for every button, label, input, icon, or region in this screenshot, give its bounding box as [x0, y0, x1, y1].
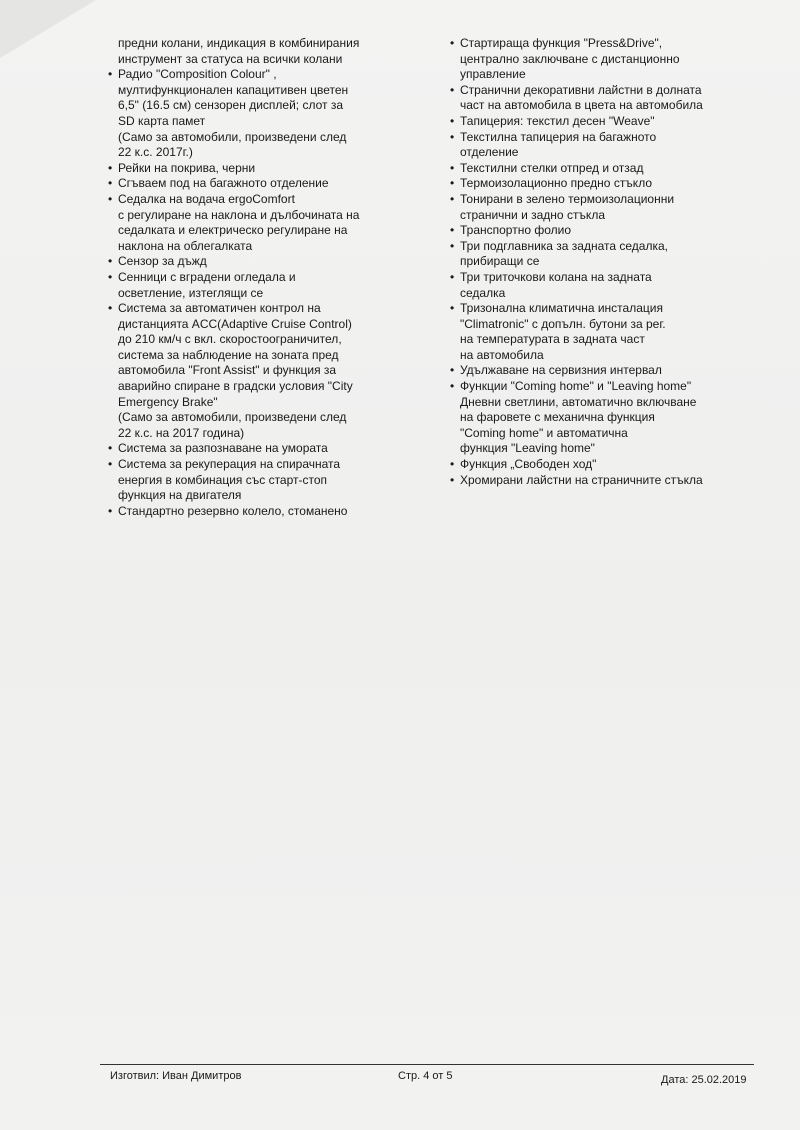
equipment-list-item	[106, 176, 376, 192]
equipment-line: • Седалка на водача ergoComfort	[118, 191, 295, 206]
equipment-line: с регулиране на наклона и дълбочината на	[118, 207, 360, 222]
equipment-list-item	[448, 130, 748, 161]
equipment-list-item	[106, 457, 376, 504]
equipment-line: част на автомобила в цвета на автомобила	[460, 98, 703, 113]
equipment-line: • Транспортно фолио	[460, 223, 572, 238]
equipment-line: инструмент за статуса на всички колани	[118, 51, 343, 66]
equipment-line: • Тапицерия: текстил десен "Weave"	[460, 113, 655, 128]
equipment-line: енергия в комбинация със старт-стоп	[118, 472, 328, 487]
equipment-line: • Три подглавника за задната седалка,	[460, 238, 668, 253]
equipment-list-item	[448, 36, 748, 83]
equipment-list-item	[106, 67, 376, 161]
footer-page-number: Стр. 4 от 5	[398, 1070, 453, 1082]
equipment-line: Дневни светлини, автоматично включване	[460, 394, 697, 409]
equipment-list-item	[448, 192, 748, 223]
equipment-list-item	[448, 363, 748, 379]
equipment-line: (Само за автомобили, произведени след	[118, 410, 347, 425]
equipment-line: 22 к.с. на 2017 година)	[118, 425, 245, 440]
equipment-line: • Термоизолационно предно стъкло	[460, 176, 653, 191]
equipment-list-item	[106, 301, 376, 441]
equipment-list-item	[448, 473, 748, 489]
equipment-line: автомобила "Front Assist" и функция за	[118, 363, 337, 378]
equipment-list-item	[106, 270, 376, 301]
equipment-line: до 210 км/ч с вкл. скоростоограничител,	[118, 332, 342, 347]
equipment-list-item	[106, 441, 376, 457]
equipment-list-item	[448, 223, 748, 239]
equipment-line: "Climatronic" с допълн. бутони за рег.	[460, 316, 666, 331]
equipment-line: наклона на облегалката	[118, 238, 253, 253]
equipment-list-item	[448, 457, 748, 473]
equipment-line: мултифункционален капацитивен цветен	[118, 82, 349, 97]
equipment-line: • Стартираща функция "Press&Drive",	[460, 36, 663, 50]
equipment-line: • Функции "Coming home" и "Leaving home"	[460, 379, 692, 394]
equipment-line: управление	[460, 67, 526, 82]
folded-corner-shadow	[0, 0, 96, 58]
equipment-line: • Сенници с вградени огледала и	[118, 269, 296, 284]
equipment-line: функция "Leaving home"	[460, 441, 595, 456]
footer-author: Изготвил: Иван Димитров	[110, 1070, 242, 1082]
equipment-line: (Само за автомобили, произведени след	[118, 129, 347, 144]
equipment-line: на фаровете с механична функция	[460, 410, 655, 425]
equipment-line: аварийно спиране в градски условия "City	[118, 379, 353, 394]
equipment-list-item	[448, 239, 748, 270]
equipment-line: 6,5" (16.5 см) сензорен дисплей; слот за	[118, 98, 343, 113]
equipment-line: • Текстилна тапицерия на багажното	[460, 129, 657, 144]
footer-date: Дата: 25.02.2019	[661, 1074, 747, 1086]
equipment-list-item	[448, 83, 748, 114]
equipment-list-item	[448, 176, 748, 192]
footer-divider	[100, 1064, 754, 1065]
equipment-line: прибиращи се	[460, 254, 540, 269]
equipment-line: • Странични декоративни лайстни в долната	[460, 82, 702, 97]
equipment-line: • Стандартно резервно колело, стоманено	[118, 503, 348, 518]
equipment-line: • Сензор за дъжд	[118, 254, 207, 269]
equipment-line: предни колани, индикация в комбинирания	[118, 36, 360, 50]
equipment-list-item	[106, 161, 376, 177]
equipment-line: • Текстилни стелки отпред и отзад	[460, 160, 644, 175]
equipment-line: • Тонирани в зелено термоизолационни	[460, 191, 675, 206]
equipment-line: • Система за разпознаване на умората	[118, 441, 328, 456]
equipment-list-item	[448, 161, 748, 177]
equipment-list-item	[448, 379, 748, 457]
equipment-line: отделение	[460, 145, 519, 160]
equipment-line: • Сгъваем под на багажното отделение	[118, 176, 329, 191]
equipment-line: 22 к.с. 2017г.)	[118, 145, 193, 160]
equipment-line: седалката и електрическо регулиране на	[118, 223, 348, 238]
equipment-line: на температурата в задната част	[460, 332, 645, 347]
equipment-list-item	[106, 254, 376, 270]
equipment-list-item	[106, 36, 376, 67]
equipment-line: странични и задно стъкла	[460, 207, 605, 222]
equipment-line: • Система за рекуперация на спирачната	[118, 457, 341, 472]
equipment-list-item	[106, 192, 376, 254]
equipment-line: седалка	[460, 285, 506, 300]
equipment-list-item	[448, 270, 748, 301]
equipment-line: централно заключване с дистанционно	[460, 51, 680, 66]
equipment-line: на автомобила	[460, 347, 544, 362]
equipment-line: SD карта памет	[118, 113, 206, 128]
equipment-line: • Тризонална климатична инсталация	[460, 301, 663, 316]
equipment-line: "Coming home" и автоматична	[460, 425, 628, 440]
equipment-line: • Рейки на покрива, черни	[118, 160, 256, 175]
equipment-line: осветление, изтеглящи се	[118, 285, 264, 300]
left-equipment-column	[106, 36, 376, 519]
equipment-line: • Удължаване на сервизния интервал	[460, 363, 662, 378]
equipment-line: • Система за автоматичен контрол на	[118, 301, 321, 316]
equipment-list-item	[448, 301, 748, 363]
equipment-line: • Три триточкови колана на задната	[460, 269, 652, 284]
equipment-list-item	[448, 114, 748, 130]
equipment-line: • Хромирани лайстни на страничните стъкла	[460, 472, 703, 487]
equipment-line: • Функция „Свободен ход"	[460, 457, 597, 472]
equipment-line: дистанцията ACC(Adaptive Cruise Control)	[118, 316, 352, 331]
equipment-line: • Радио "Composition Colour" ,	[118, 67, 277, 82]
equipment-line: система за наблюдение на зоната пред	[118, 347, 339, 362]
equipment-line: функция на двигателя	[118, 488, 242, 503]
equipment-line: Emergency Brake"	[118, 394, 218, 409]
right-equipment-column	[448, 36, 748, 488]
equipment-list-item	[106, 504, 376, 520]
